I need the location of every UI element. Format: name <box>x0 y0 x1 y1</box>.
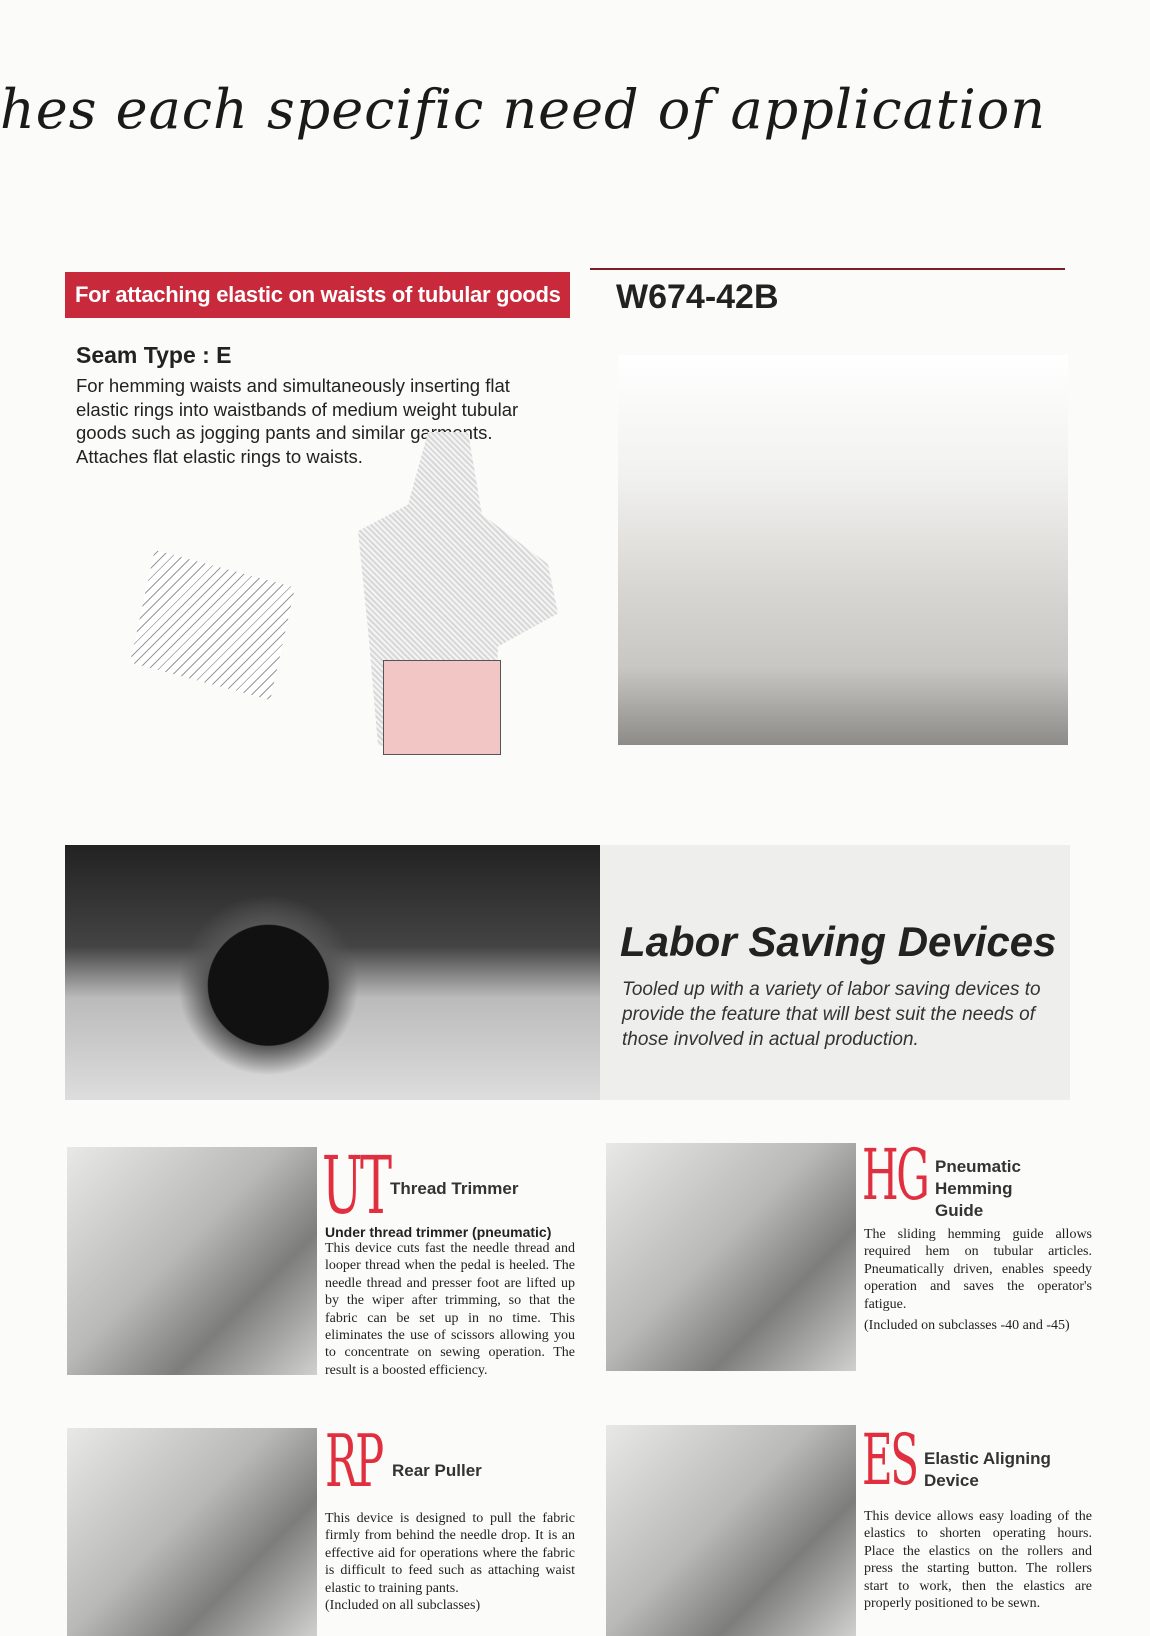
machine-photo <box>618 355 1068 745</box>
page-headline: hes each specific need of application <box>0 78 1047 141</box>
section-description <box>76 374 566 468</box>
es-title: Elastic Aligning Device <box>924 1449 1051 1490</box>
rp-note: (Included on all subclasses) <box>325 1598 481 1614</box>
device-photo <box>65 845 600 1100</box>
rp-title: Rear Puller <box>392 1461 482 1480</box>
es-code: ES <box>862 1419 917 1501</box>
es-photo <box>606 1425 856 1636</box>
ut-body: This device cuts fast the needle thread and looper thread when the pedal is heeled. The needle thread and presser foot are lifted up by the wiper after trimming, so that the fabric can be set up in no time. This eliminates the use of scissors allowing you to concentrate on sewing operation. The result is a boosted efficiency. <box>325 1241 575 1378</box>
divider <box>590 268 1065 270</box>
es-body: This device allows easy loading of the elastics to shorten operating hours. Place the elastics on the rollers and press the starting button. The rollers start to work, then the elastics are properly positioned to be sewn. <box>864 1509 1092 1612</box>
ut-title: Thread Trimmer <box>390 1179 519 1198</box>
es-text <box>864 1508 1092 1612</box>
hg-body: The sliding hemming guide allows required hem on tubular articles. Pneumatically driven, enables speedy operation and saves the operator's fatigue. <box>864 1227 1092 1312</box>
hem-diagram <box>130 550 295 700</box>
seam-type: Seam Type : E <box>76 342 232 368</box>
hg-title: Pneumatic Hemming Guide <box>935 1157 1021 1220</box>
rp-code: RP <box>325 1419 382 1503</box>
hg-photo <box>606 1143 856 1371</box>
description-text: For hemming waists and simultaneously inserting flat elastic rings into waistbands of medium weight tubular goods such as jogging pants and similar garments. Attaches flat elastic rings to waists. <box>76 375 519 467</box>
rp-text <box>325 1510 575 1614</box>
section-banner: For attaching elastic on waists of tubular goods <box>65 272 570 318</box>
hg-code: HG <box>862 1134 928 1216</box>
rp-photo <box>67 1428 317 1636</box>
rp-body: This device is designed to pull the fabric firmly from behind the needle drop. It is an effective aid for operations where the fabric is difficult to feed such as attaching waist elastic to training pants. <box>325 1511 575 1596</box>
hg-note: (Included on subclasses -40 and -45) <box>864 1318 1070 1334</box>
ut-code: UT <box>322 1139 390 1232</box>
labor-title: Labor Saving Devices <box>620 918 1057 965</box>
shorts-illustration <box>383 660 501 755</box>
model-number: W674-42B <box>616 278 779 316</box>
ut-subtitle: Under thread trimmer (pneumatic) <box>325 1224 552 1240</box>
ut-text <box>325 1224 575 1379</box>
labor-text: Tooled up with a variety of labor saving devices to provide the feature that will best suit the needs of those involved in actual production. <box>622 979 1041 1050</box>
hg-text <box>864 1226 1092 1334</box>
ut-photo <box>67 1147 317 1375</box>
